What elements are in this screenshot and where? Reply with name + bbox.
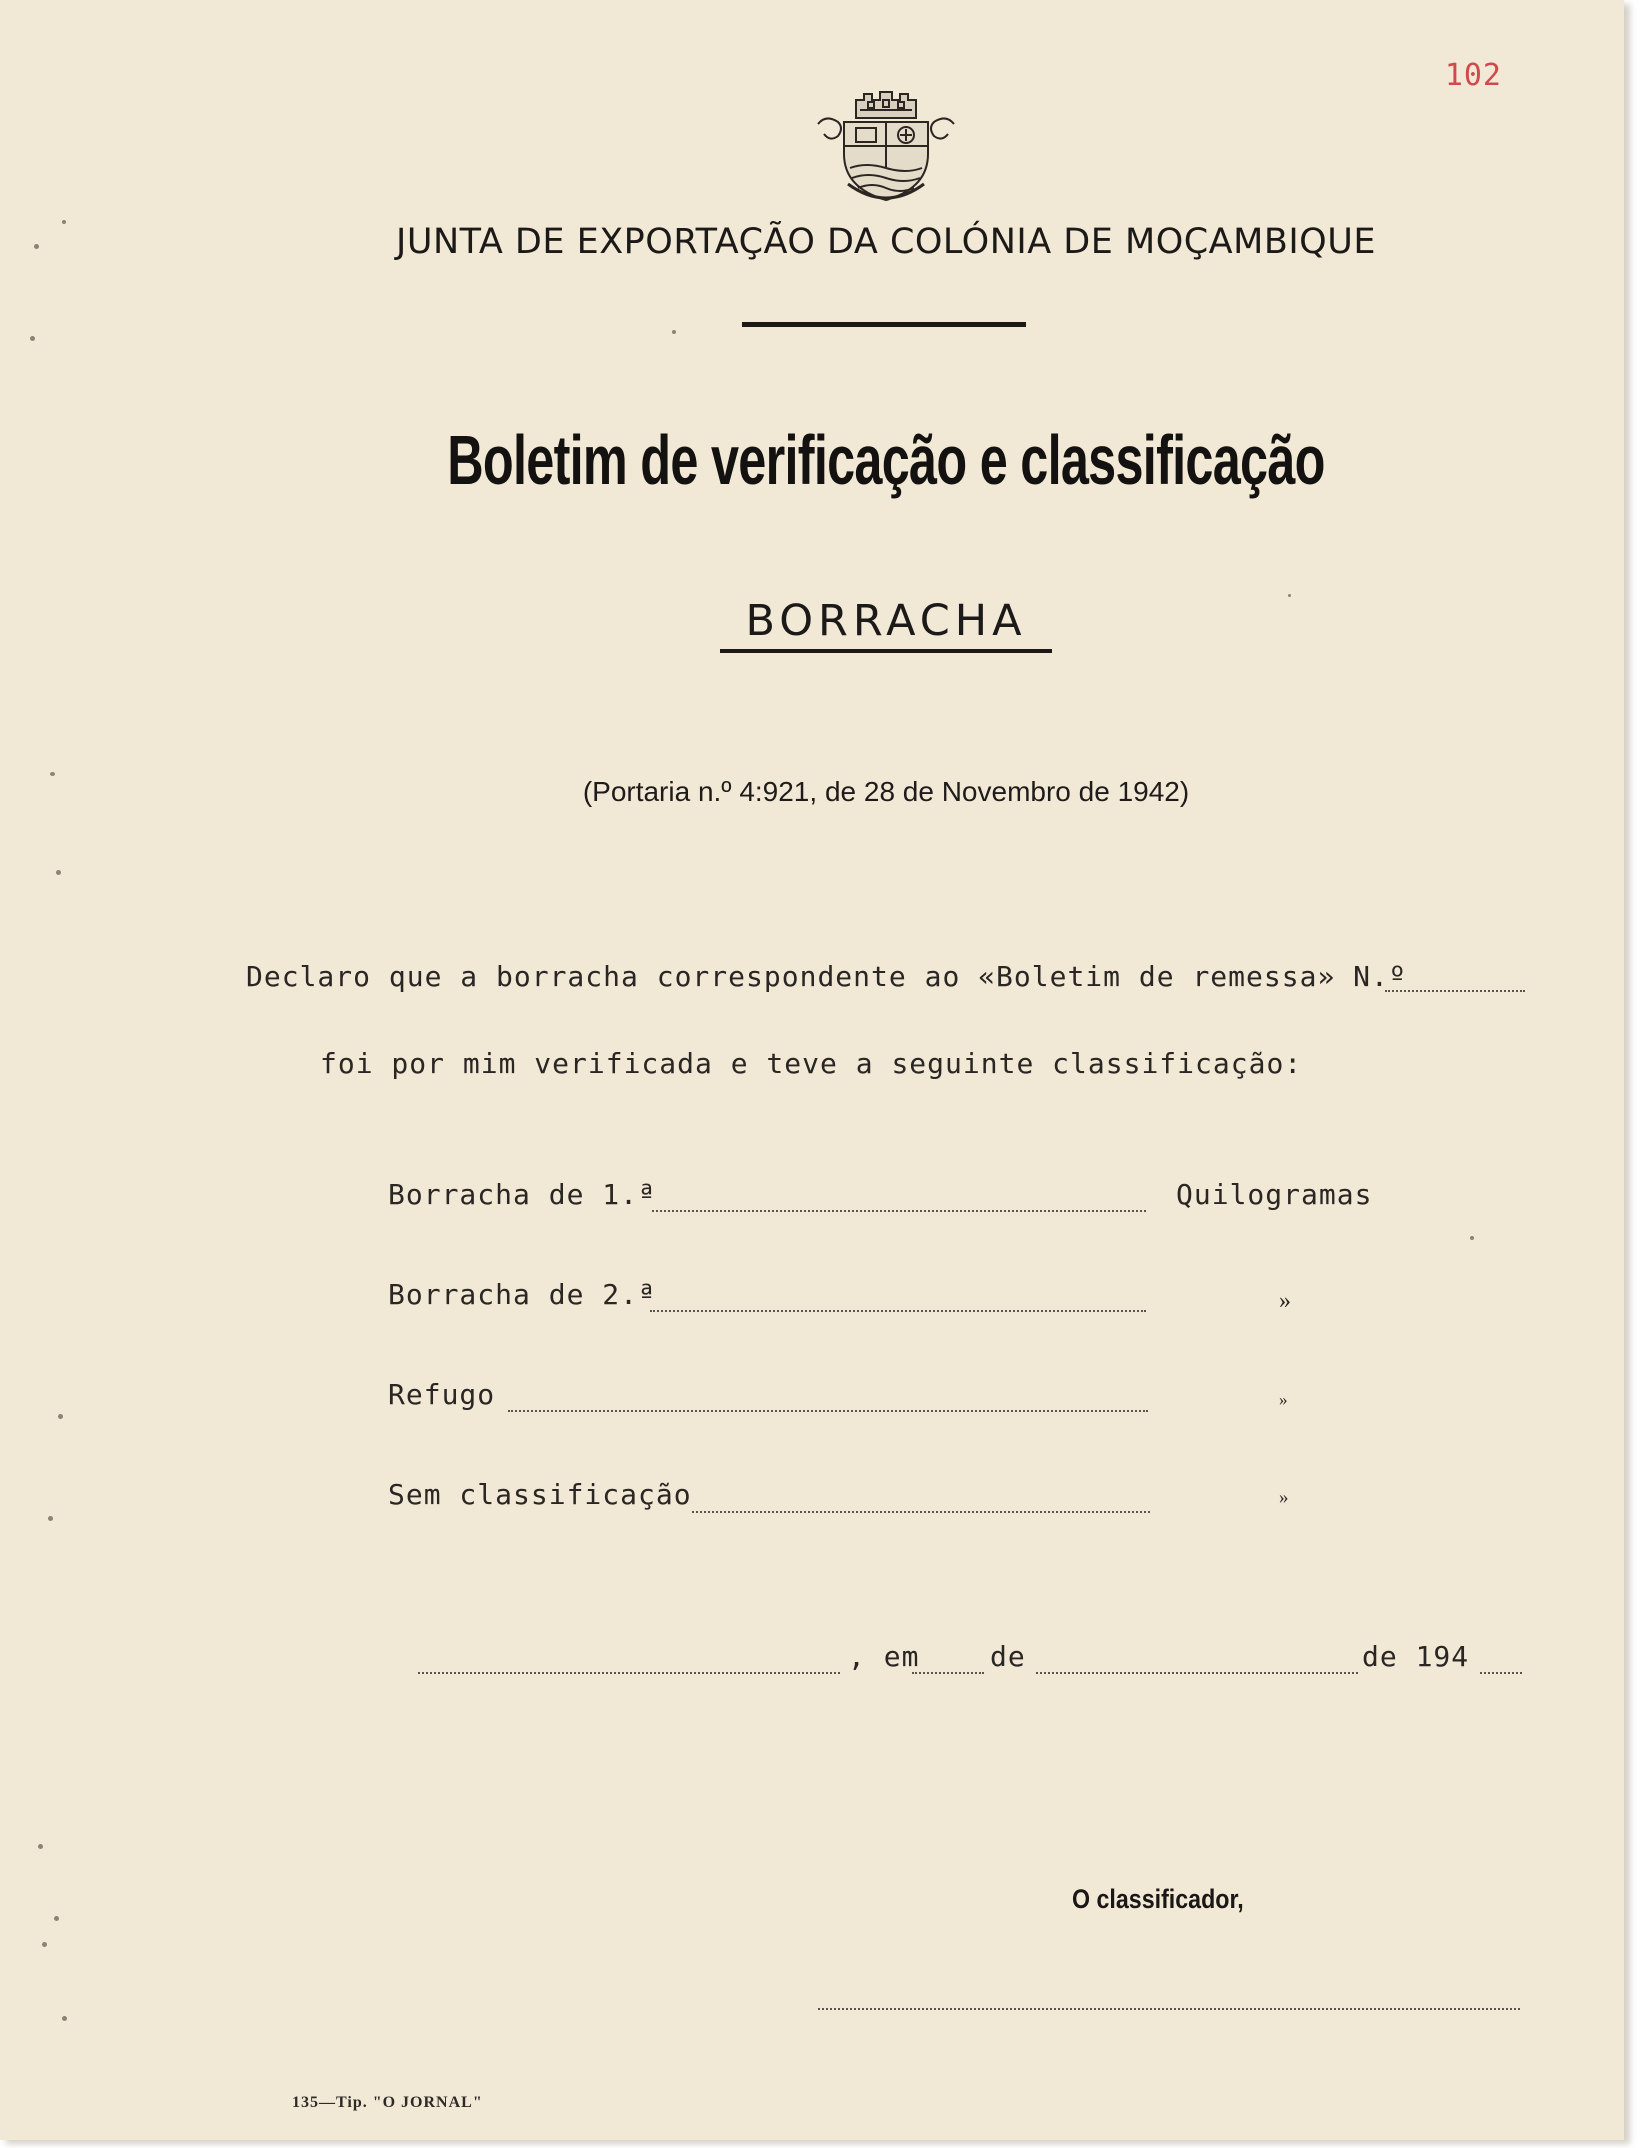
date-year-field[interactable]	[1480, 1672, 1522, 1674]
refugo-quantity-field[interactable]	[508, 1410, 1148, 1412]
row-label-rubber-1st: Borracha de 1.ª	[388, 1178, 656, 1211]
paper-speck	[48, 1516, 53, 1521]
row-label-unclassified: Sem classificação	[388, 1478, 692, 1511]
coat-of-arms-icon	[816, 84, 956, 206]
paper-speck	[1288, 594, 1291, 597]
paper-speck	[62, 2016, 67, 2021]
paper-speck	[38, 1844, 43, 1849]
unit-label-kilograms: Quilogramas	[1176, 1178, 1373, 1211]
date-place-field[interactable]	[418, 1672, 840, 1674]
remessa-number-field[interactable]	[1385, 990, 1525, 992]
date-day-field[interactable]	[912, 1672, 984, 1674]
paper-speck	[34, 244, 39, 249]
paper-speck	[56, 870, 61, 875]
rubber-2nd-quantity-field[interactable]	[650, 1310, 1146, 1312]
date-de-label: de	[990, 1640, 1026, 1673]
row-label-rubber-2nd: Borracha de 2.ª	[388, 1278, 656, 1311]
unit-ditto-mark: »	[1279, 1288, 1291, 1314]
title-divider	[742, 322, 1026, 327]
declaration-line-1: Declaro que a borracha correspondente ao «Boletim de remessa» N.º	[246, 960, 1407, 993]
paper-speck	[62, 220, 66, 224]
organization-name: JUNTA DE EXPORTAÇÃO DA COLÓNIA DE MOÇAMBIQUE	[396, 222, 1376, 262]
paper-speck	[30, 336, 35, 341]
document-title: Boletim de verificação e classificação	[447, 421, 1325, 499]
date-month-field[interactable]	[1036, 1672, 1358, 1674]
row-label-refugo: Refugo	[388, 1378, 496, 1411]
date-em-label: , em	[848, 1640, 920, 1673]
paper-speck	[42, 1942, 47, 1947]
signature-label: O classificador,	[1072, 1884, 1244, 1914]
unit-ditto-mark: »	[1279, 1390, 1288, 1409]
document-subtitle: BORRACHA	[745, 596, 1027, 646]
declaration-line-2: foi por mim verificada e teve a seguinte classificação:	[320, 1047, 1303, 1080]
paper-speck	[54, 1916, 59, 1921]
unclassified-quantity-field[interactable]	[692, 1511, 1150, 1513]
paper-speck	[1470, 1236, 1474, 1240]
paper-speck	[50, 772, 55, 776]
rubber-1st-quantity-field[interactable]	[652, 1210, 1146, 1212]
signature-field[interactable]	[818, 2008, 1520, 2010]
page-number: 102	[1444, 58, 1502, 93]
printer-mark: 135—Tip. "O JORNAL"	[292, 2094, 483, 2111]
paper-speck	[672, 330, 676, 334]
paper-speck	[58, 1414, 63, 1419]
subtitle-underline	[720, 649, 1052, 653]
decree-reference: (Portaria n.º 4:921, de 28 de Novembro de 1942)	[582, 776, 1190, 807]
unit-ditto-mark: »	[1279, 1487, 1289, 1508]
date-year-label: de 194	[1362, 1640, 1470, 1673]
